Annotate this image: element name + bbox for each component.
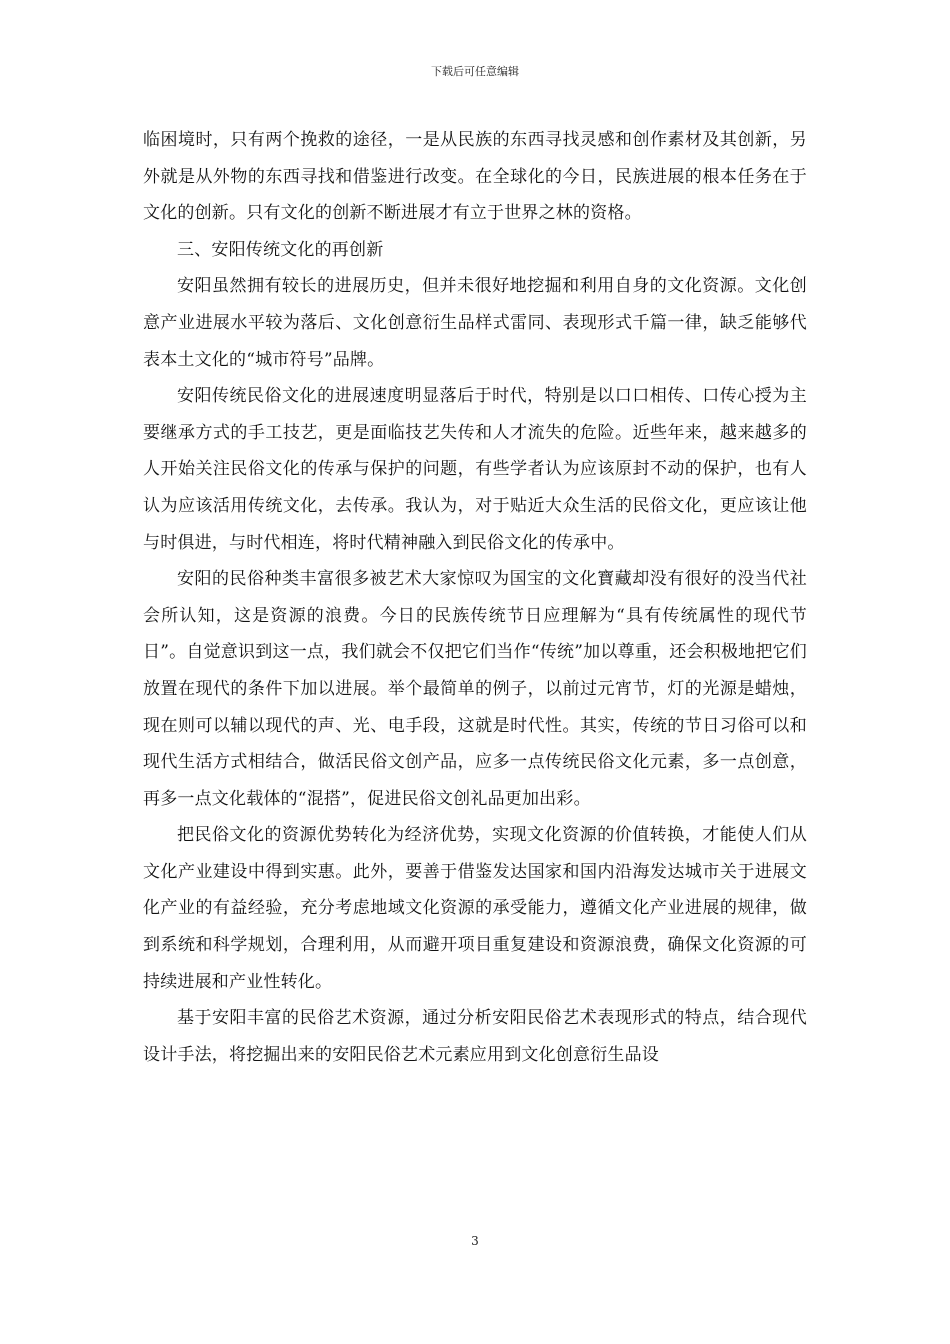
paragraph-5: 把民俗文化的资源优势转化为经济优势，实现文化资源的价值转换，才能使人们从文化产业建设中得到实惠。此外，要善于借鉴发达国家和国内沿海发达城市关于进展文化产业的有益经验，充分考虑地域文化资源的承受能力，遵循文化产业进展的规律，做到系统和科学规划，合理利用，从而避开项目重复建设和资源浪费，确保文化资源的可持续进展和产业性转化。 bbox=[143, 825, 807, 992]
paragraph-3: 安阳传统民俗文化的进展速度明显落后于时代，特别是以口口相传、口传心授为主要继承方式的手工技艺，更是面临技艺失传和人才流失的危险。近些年来，越来越多的人开始关注民俗文化的传承与保护的问题，有些学者认为应该原封不动的保护，也有人认为应该活用传统文化，去传承。我认为，对于贴近大众生活的民俗文化，更应该让他与时俱进，与时代相连，将时代精神融入到民俗文化的传承中。 bbox=[143, 386, 807, 553]
page-number: 3 bbox=[471, 1234, 479, 1248]
section-heading: 三、安阳传统文化的再创新 bbox=[177, 239, 384, 260]
page-header: 下载后可任意编辑 bbox=[431, 65, 519, 78]
body-text bbox=[143, 122, 807, 1073]
paragraph-4: 安阳的民俗种类丰富很多被艺术大家惊叹为国宝的文化寶藏却没有很好的没当代社会所认知，这是资源的浪费。今日的民族传统节日应理解为“具有传统属性的现代节日”。自觉意识到这一点，我们就会不仅把它们当作“传统”加以尊重，还会积极地把它们放置在现代的条件下加以进展。举个最简单的例子，以前过元宵节，灯的光源是蜡烛，现在则可以辅以现代的声、光、电手段，这就是时代性。其实，传统的节日习俗可以和现代生活方式相结合，做活民俗文创产品，应多一点传统民俗文化元素，多一点创意，再多一点文化载体的“混搭”，促进民俗文创礼品更加出彩。 bbox=[143, 569, 807, 809]
paragraph-6: 基于安阳丰富的民俗艺术资源，通过分析安阳民俗艺术表现形式的特点，结合现代设计手法，将挖掘出来的安阳民俗艺术元素应用到文化创意衍生品设 bbox=[143, 1008, 807, 1065]
paragraph-2: 安阳虽然拥有较长的进展历史，但并未很好地挖掘和利用自身的文化资源。文化创意产业进展水平较为落后、文化创意衍生品样式雷同、表现形式千篇一律，缺乏能够代表本土文化的“城市符号”品牌。 bbox=[143, 276, 807, 370]
paragraph-1: 临困境时，只有两个挽救的途径，一是从民族的东西寻找灵感和创作素材及其创新，另外就是从外物的东西寻找和借鉴进行改变。在全球化的今日，民族进展的根本任务在于文化的创新。只有文化的创新不断进展才有立于世界之林的资格。 bbox=[143, 130, 807, 224]
